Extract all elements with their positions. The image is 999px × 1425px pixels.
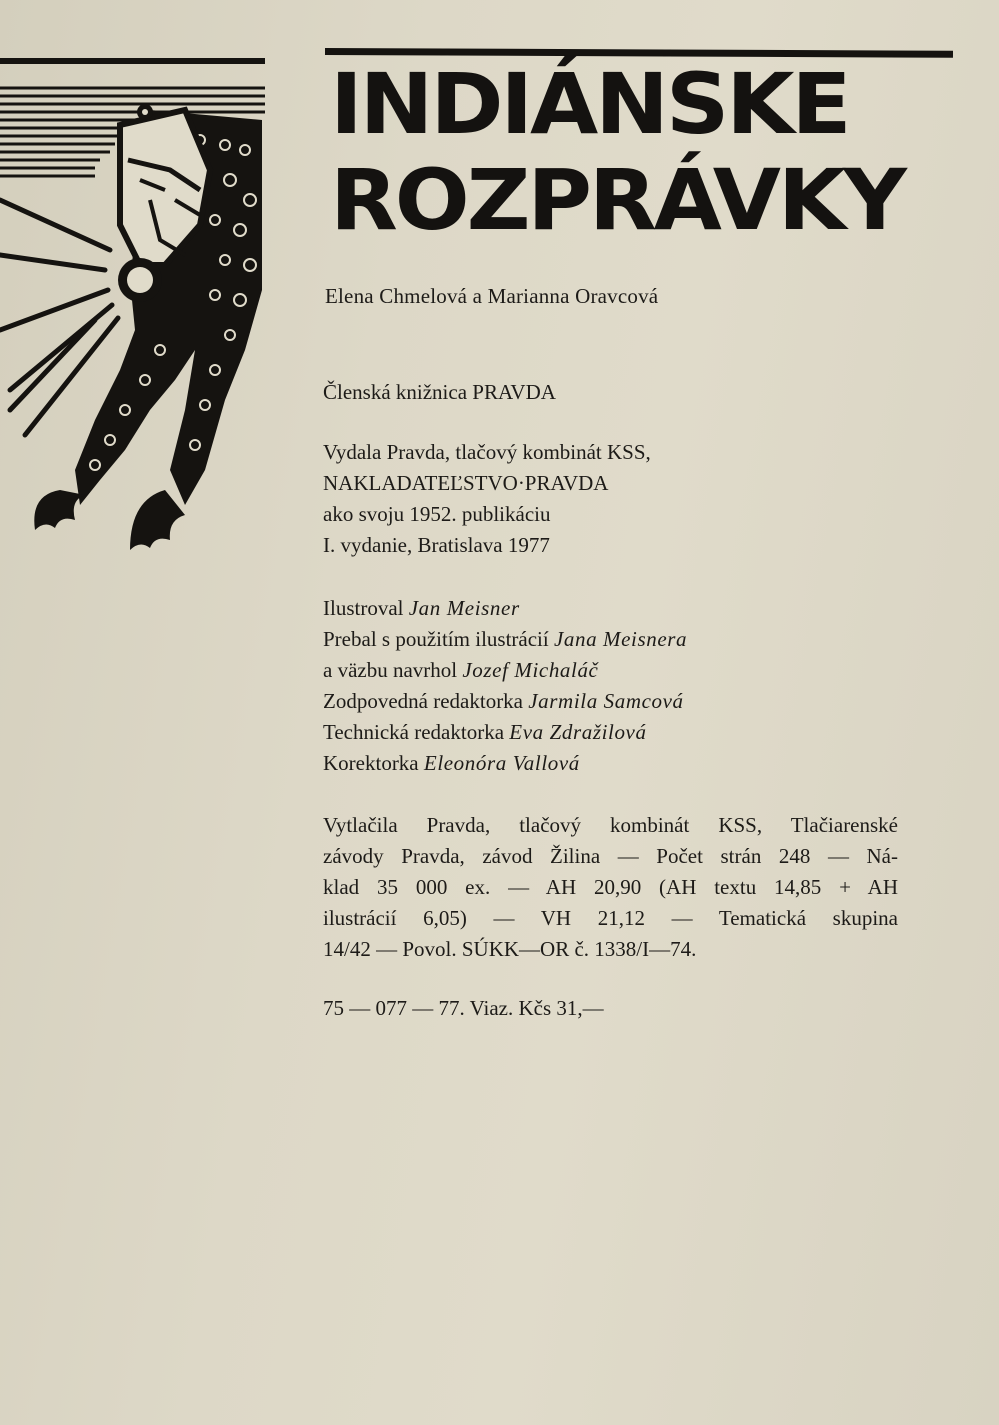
publisher-line: ako svoju 1952. publikáciu	[323, 502, 551, 526]
book-title-line-1: INDIÁNSKE	[330, 55, 849, 153]
credit-line	[323, 748, 687, 779]
printing-line: klad 35 000 ex. — AH 20,90 (AH textu 14,85 + AH	[323, 875, 898, 899]
credit-role: Ilustroval	[323, 596, 404, 620]
price-block	[323, 993, 604, 1024]
printing-line: závody Pravda, závod Žilina — Počet strán 248 — Ná-	[323, 844, 898, 868]
price-line: 75 — 077 — 77. Viaz. Kčs 31,—	[323, 996, 604, 1020]
credit-line	[323, 624, 687, 655]
publisher-block	[323, 437, 651, 561]
credit-line	[323, 686, 687, 717]
credit-name: Jozef Michaláč	[462, 658, 599, 682]
printing-info-block	[323, 810, 898, 965]
credit-name: Jan Meisner	[408, 596, 520, 620]
publisher-line: I. vydanie, Bratislava 1977	[323, 533, 550, 557]
credit-line	[323, 593, 687, 624]
woodcut-illustration	[0, 50, 270, 570]
printing-line: Vytlačila Pravda, tlačový kombinát KSS, Tlačiarenské	[323, 813, 898, 837]
credit-line	[323, 717, 687, 748]
credit-role: Technická redaktorka	[323, 720, 505, 744]
publisher-line: NAKLADATEĽSTVO·PRAVDA	[323, 471, 609, 495]
series-text: Členská knižnica PRAVDA	[323, 380, 556, 404]
credit-name: Jarmila Samcová	[528, 689, 684, 713]
printing-line: ilustrácií 6,05) — VH 21,12 — Tematická skupina	[323, 906, 898, 930]
credit-role: a väzbu navrhol	[323, 658, 458, 682]
credit-name: Eva Zdražilová	[509, 720, 647, 744]
credit-role: Prebal s použitím ilustrácií	[323, 627, 549, 651]
publisher-line: Vydala Pravda, tlačový kombinát KSS,	[323, 440, 651, 464]
credit-role: Zodpovedná redaktorka	[323, 689, 524, 713]
credit-line	[323, 655, 687, 686]
book-title-line-2: ROZPRÁVKY	[330, 151, 904, 249]
printing-line: 14/42 — Povol. SÚKK—OR č. 1338/I—74.	[323, 937, 697, 961]
authors: Elena Chmelová a Marianna Oravcová	[325, 284, 659, 308]
credit-role: Korektorka	[323, 751, 419, 775]
credit-name: Eleonóra Vallová	[423, 751, 580, 775]
credits-block	[323, 593, 687, 779]
credit-name: Jana Meisnera	[553, 627, 688, 651]
series-line	[323, 377, 556, 408]
